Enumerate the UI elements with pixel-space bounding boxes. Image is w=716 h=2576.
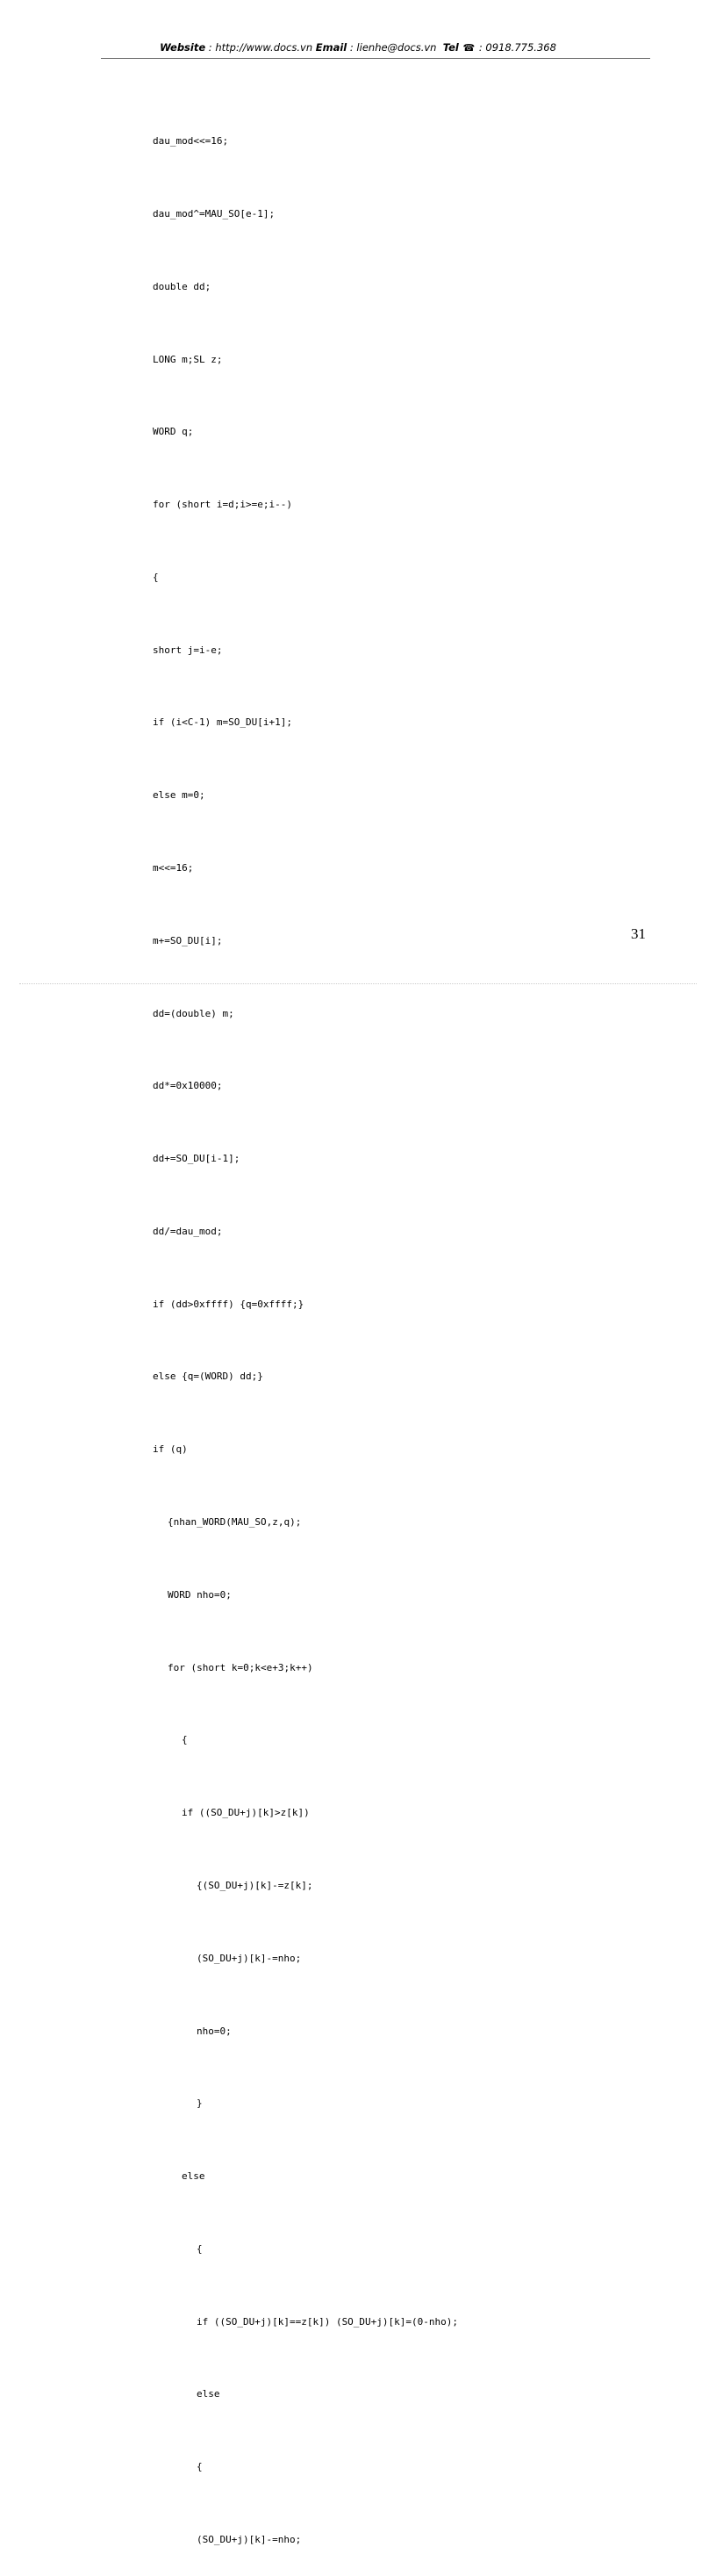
code-line: else xyxy=(197,2388,220,2400)
header-divider xyxy=(101,58,650,59)
website-url: : http://www.docs.vn xyxy=(205,41,316,54)
code-line: if ((SO_DU+j)[k]==z[k]) (SO_DU+j)[k]=(0-nho); xyxy=(197,2315,459,2328)
code-line: dd/=dau_mod; xyxy=(153,1225,223,1237)
code-line: dau_mod^=MAU_SO[e-1]; xyxy=(153,207,276,219)
code-line: WORD q; xyxy=(153,426,194,438)
code-line: double dd; xyxy=(153,280,211,292)
code-line: if (i<C-1) m=SO_DU[i+1]; xyxy=(153,716,292,729)
website-label: Website xyxy=(160,41,206,54)
code-line: } xyxy=(197,2097,203,2110)
code-line: (SO_DU+j)[k]-=nho; xyxy=(197,1952,302,1964)
code-line: for (short k=0;k<e+3;k++) xyxy=(168,1661,313,1673)
footer-divider xyxy=(19,983,697,984)
code-line: {nhan_WORD(MAU_SO,z,q); xyxy=(168,1516,302,1529)
tel-label: Tel xyxy=(442,41,459,54)
code-line: m+=SO_DU[i]; xyxy=(153,934,223,946)
code-line: { xyxy=(197,2461,203,2473)
code-line: if (q) xyxy=(153,1443,188,1456)
code-line: dd*=0x10000; xyxy=(153,1080,223,1092)
code-line: { xyxy=(182,1734,188,1746)
code-line: else xyxy=(182,2170,205,2183)
code-line: m<<=16; xyxy=(153,862,194,874)
page-header xyxy=(0,41,716,54)
code-line: short j=i-e; xyxy=(153,644,223,656)
code-line: else {q=(WORD) dd;} xyxy=(153,1371,263,1383)
code-line: else m=0; xyxy=(153,789,205,802)
code-line: if ((SO_DU+j)[k]>z[k]) xyxy=(182,1807,310,1819)
email-label: Email xyxy=(315,41,347,54)
tel-number: : 0918.775.368 xyxy=(476,41,556,54)
code-line: dau_mod<<=16; xyxy=(153,135,229,148)
code-line: WORD nho=0; xyxy=(168,1588,232,1601)
page-number: 31 xyxy=(631,925,646,942)
code-line: {(SO_DU+j)[k]-=z[k]; xyxy=(197,1879,313,1891)
code-line: if (dd>0xffff) {q=0xffff;} xyxy=(153,1298,304,1310)
code-line: (SO_DU+j)[k]-=nho; xyxy=(197,2533,302,2545)
email-address: : lienhe@docs.vn xyxy=(347,41,440,54)
code-listing xyxy=(153,81,458,2576)
code-line: dd=(double) m; xyxy=(153,1007,234,1019)
code-line: nho=0; xyxy=(197,2025,232,2037)
code-line: LONG m;SL z; xyxy=(153,353,223,365)
code-line: dd+=SO_DU[i-1]; xyxy=(153,1153,240,1165)
code-line: { xyxy=(153,571,159,583)
code-line: for (short i=d;i>=e;i--) xyxy=(153,499,292,511)
phone-icon: ☎ xyxy=(462,42,476,54)
code-line: { xyxy=(197,2242,203,2255)
